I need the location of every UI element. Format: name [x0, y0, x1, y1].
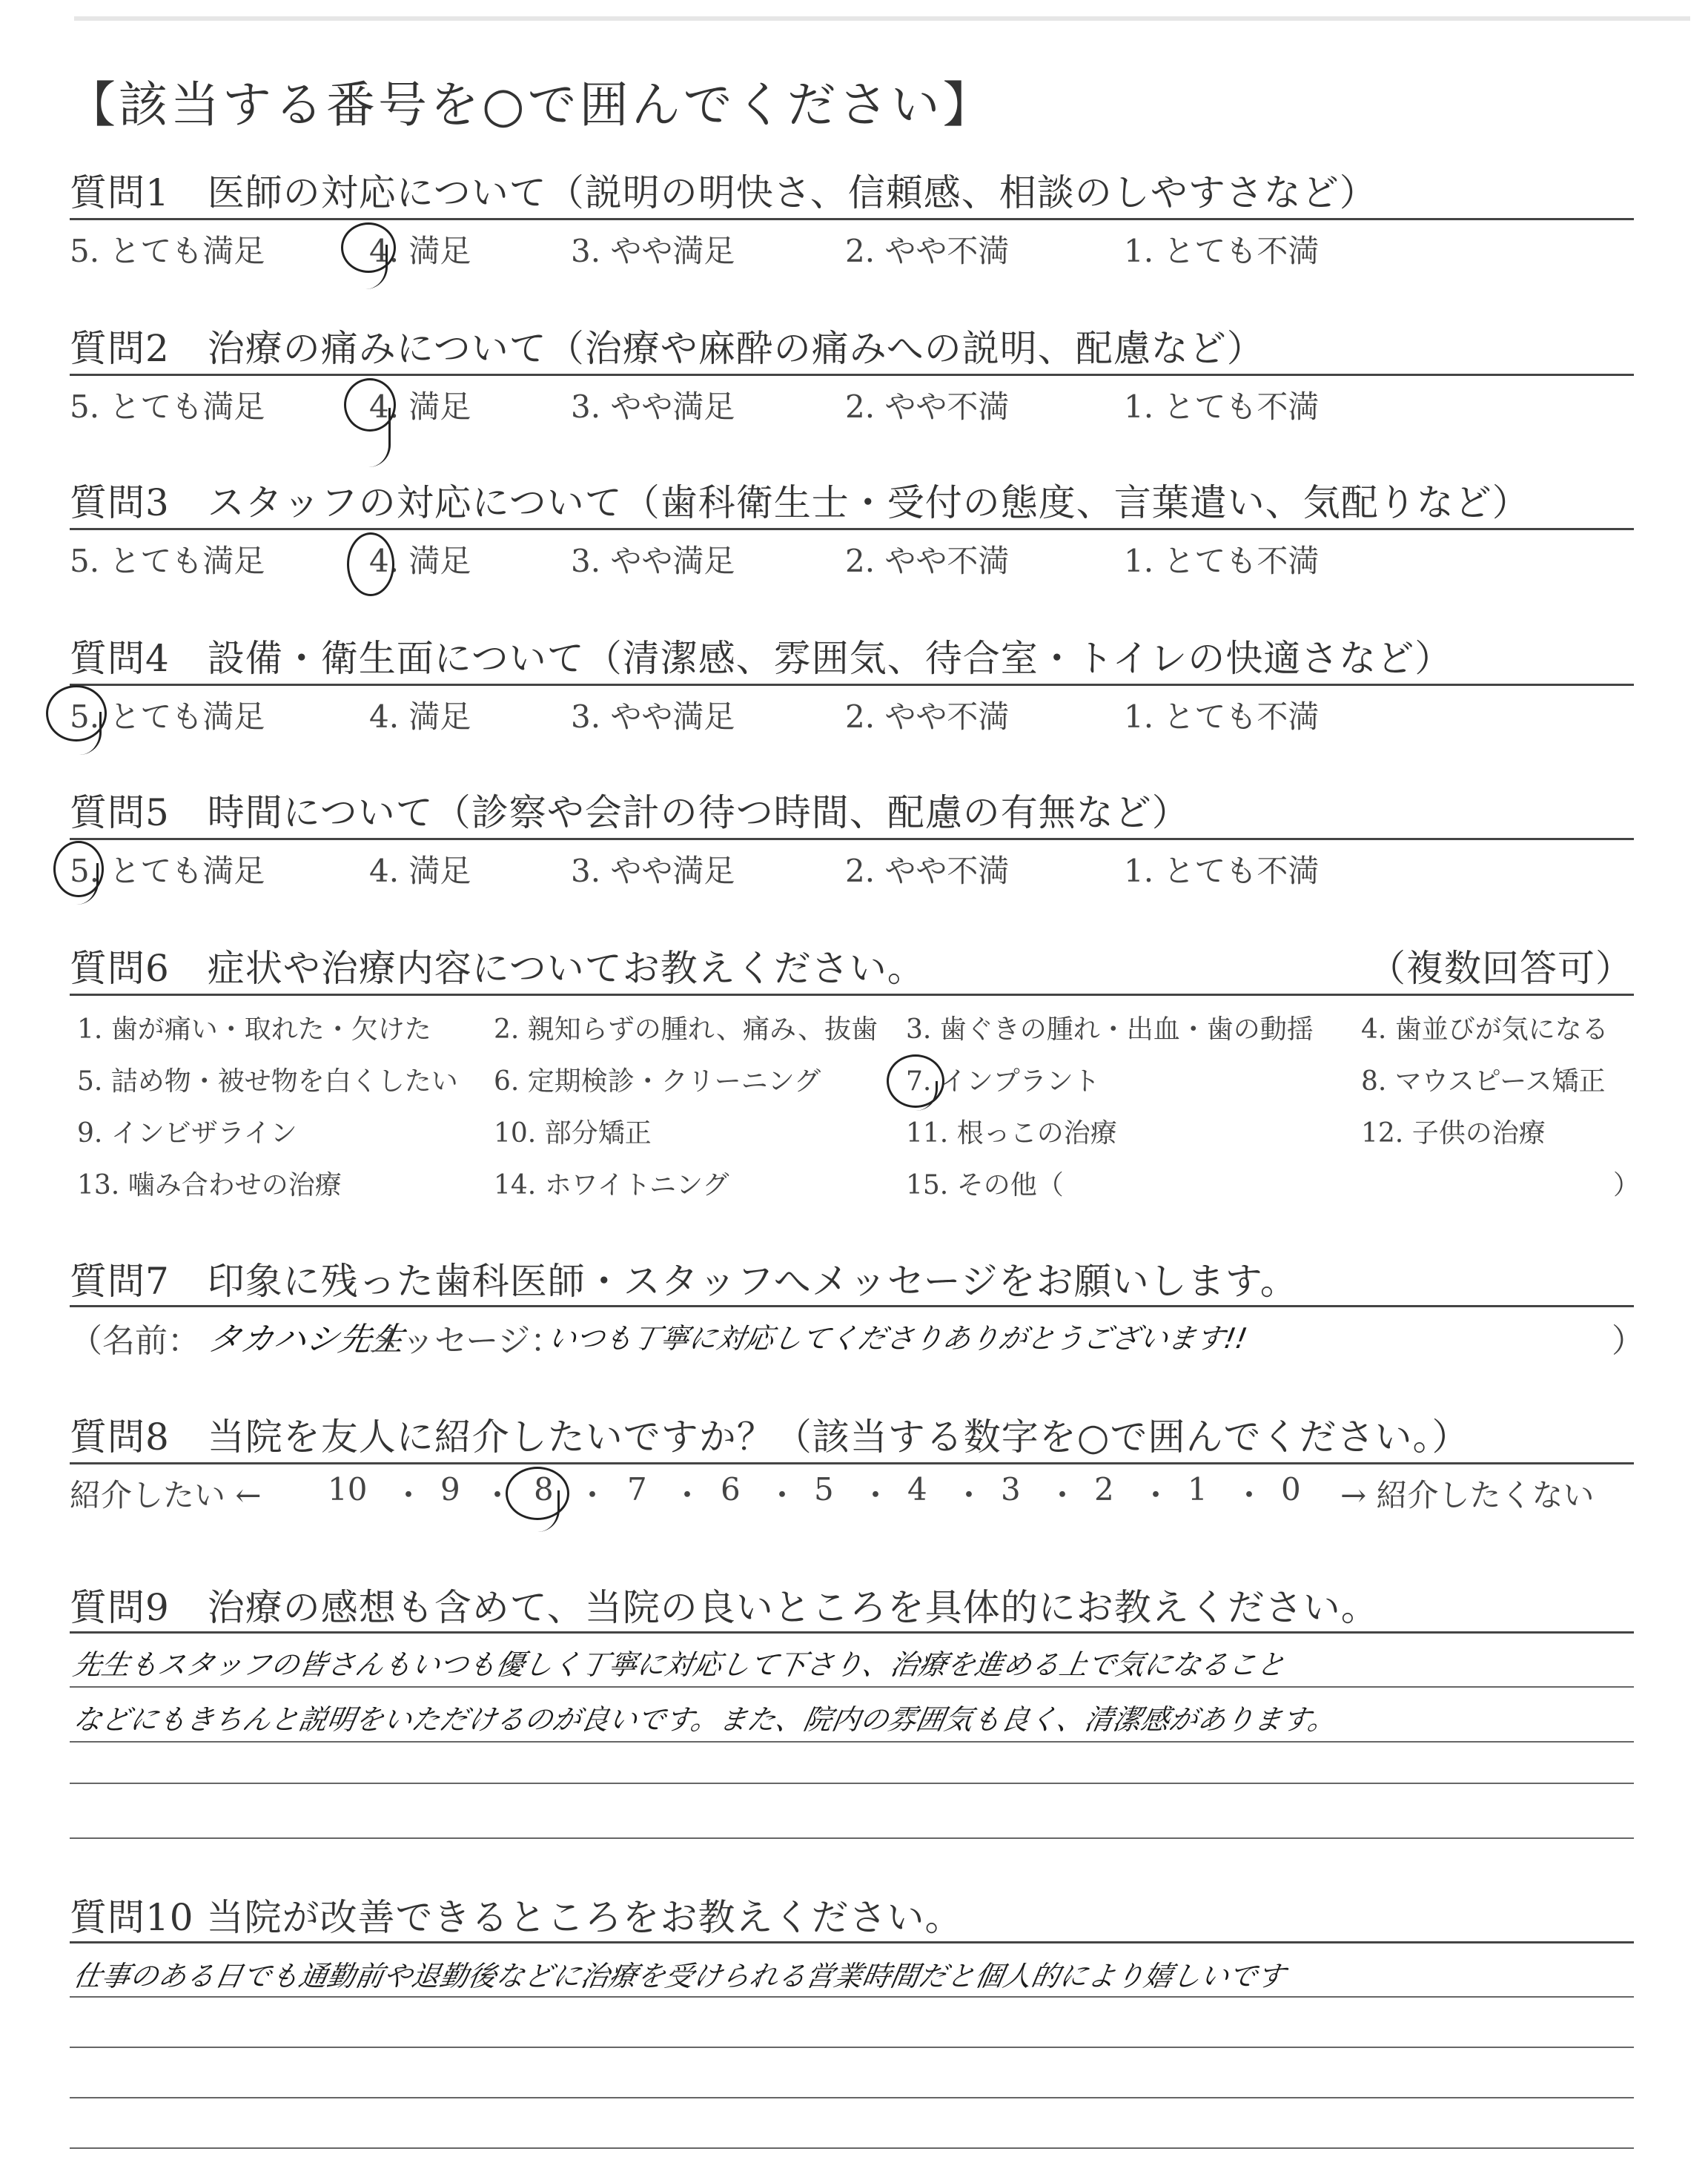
q1-option-5[interactable]: 5. とても満足	[70, 233, 265, 269]
q3-option-4[interactable]: 4. 満足	[369, 543, 471, 579]
q6-option-3[interactable]: 3. 歯ぐきの腫れ・出血・歯の動揺	[906, 1014, 1314, 1045]
q7-message-value[interactable]: いつも丁寧に対応してくださりありがとうございます!!	[545, 1322, 1250, 1355]
q1-option-1[interactable]: 1. とても不満	[1124, 233, 1320, 269]
q8-dot: ・	[393, 1477, 425, 1513]
q8-dot: ・	[672, 1477, 704, 1513]
q1-rule	[70, 218, 1634, 220]
q8-score-4[interactable]: 4	[907, 1471, 927, 1507]
q8-score-6[interactable]: 6	[721, 1471, 741, 1507]
q6-option-5[interactable]: 5. 詰め物・被せ物を白くしたい	[77, 1066, 458, 1097]
q6-rule	[70, 994, 1634, 996]
q5-option-1[interactable]: 1. とても不満	[1124, 853, 1320, 889]
q8-score-0[interactable]: 0	[1281, 1471, 1301, 1507]
q6-option-10[interactable]: 10. 部分矯正	[494, 1118, 652, 1149]
q10-line-3	[70, 2097, 1634, 2098]
q4-option-4[interactable]: 4. 満足	[369, 698, 471, 735]
q8-dot: ・	[482, 1477, 514, 1513]
q2-label: 質問2 治療の痛みについて（治療や麻酔の痛みへの説明、配慮など）	[70, 327, 1265, 370]
q8-score-5[interactable]: 5	[814, 1471, 834, 1507]
q8-dot: ・	[577, 1477, 609, 1513]
q10-line-4	[70, 2147, 1634, 2149]
q9-answer-line-1[interactable]: 先生もスタッフの皆さんもいつも優しく丁寧に対応して下さり、治療を進める上で気になること	[70, 1648, 1288, 1681]
q8-score-3[interactable]: 3	[1001, 1471, 1021, 1507]
q6-selection-tail	[913, 1081, 938, 1111]
q3-option-3[interactable]: 3. やや満足	[571, 543, 735, 579]
q4-option-2[interactable]: 2. やや不満	[845, 698, 1010, 735]
q5-rule	[70, 838, 1634, 840]
q8-right-label: → 紹介したくない	[1340, 1477, 1595, 1513]
q9-line-1	[70, 1686, 1634, 1688]
q6-option-6[interactable]: 6. 定期検診・クリーニング	[494, 1066, 821, 1097]
q4-option-1[interactable]: 1. とても不満	[1124, 698, 1320, 735]
scan-top-edge	[74, 16, 1690, 21]
q4-option-3[interactable]: 3. やや満足	[571, 698, 735, 735]
q3-label: 質問3 スタッフの対応について（歯科衛生士・受付の態度、言葉遣い、気配りなど）	[70, 481, 1530, 524]
q5-option-5[interactable]: 5. とても満足	[70, 853, 265, 889]
q10-label: 質問10 当院が改善できるところをお教えください。	[70, 1896, 963, 1939]
q10-rule	[70, 1941, 1634, 1943]
q3-option-2[interactable]: 2. やや不満	[845, 543, 1010, 579]
q10-line-2	[70, 2047, 1634, 2048]
q9-answer-line-2[interactable]: などにもきちんと説明をいただけるのが良いです。また、院内の雰囲気も良く、清潔感があります。	[70, 1703, 1340, 1736]
q1-option-2[interactable]: 2. やや不満	[845, 233, 1010, 269]
q6-option-11[interactable]: 11. 根っこの治療	[906, 1118, 1117, 1149]
q8-dot: ・	[1140, 1477, 1172, 1513]
q4-selection-tail	[77, 712, 102, 755]
q7-name-prefix: （名前：	[70, 1322, 200, 1360]
q7-rule	[70, 1305, 1634, 1307]
q2-option-3[interactable]: 3. やや満足	[571, 389, 735, 425]
q6-label: 質問6 症状や治療内容についてお教えください。	[70, 947, 925, 990]
q6-multiple-note: （複数回答可）	[1368, 947, 1633, 990]
q8-score-2[interactable]: 2	[1094, 1471, 1114, 1507]
q9-label: 質問9 治療の感想も含めて、当院の良いところを具体的にお教えください。	[70, 1586, 1379, 1629]
q6-option-1[interactable]: 1. 歯が痛い・取れた・欠けた	[77, 1014, 431, 1045]
q3-rule	[70, 528, 1634, 530]
q8-dot: ・	[953, 1477, 985, 1513]
q9-rule	[70, 1631, 1634, 1634]
q3-selection-circle	[347, 532, 394, 596]
q5-option-4[interactable]: 4. 満足	[369, 853, 471, 889]
q9-line-2	[70, 1741, 1634, 1743]
q2-rule	[70, 374, 1634, 376]
q6-option-4[interactable]: 4. 歯並びが気になる	[1361, 1014, 1609, 1045]
q6-option-14[interactable]: 14. ホワイトニング	[494, 1170, 729, 1200]
q1-option-4[interactable]: 4. 満足	[369, 233, 471, 269]
q8-score-7[interactable]: 7	[627, 1471, 647, 1507]
q8-dot: ・	[1234, 1477, 1265, 1513]
q8-selection-tail	[531, 1490, 560, 1532]
q8-score-8[interactable]: 8	[534, 1471, 554, 1507]
q8-score-9[interactable]: 9	[440, 1471, 460, 1507]
q6-option-15[interactable]: 15. その他（	[906, 1170, 1064, 1200]
q2-selection-tail	[366, 408, 391, 467]
q9-line-3	[70, 1783, 1634, 1784]
q6-option-13[interactable]: 13. 噛み合わせの治療	[77, 1170, 342, 1200]
q1-selection-tail	[363, 245, 388, 289]
q5-option-2[interactable]: 2. やや不満	[845, 853, 1010, 889]
q10-line-1	[70, 1996, 1634, 1998]
q8-dot: ・	[767, 1477, 798, 1513]
q5-option-3[interactable]: 3. やや満足	[571, 853, 735, 889]
q8-score-1[interactable]: 1	[1188, 1471, 1208, 1507]
q8-score-10[interactable]: 10	[328, 1471, 368, 1507]
q6-option-12[interactable]: 12. 子供の治療	[1361, 1118, 1546, 1149]
q6-option-7[interactable]: 7. インプラント	[906, 1066, 1100, 1097]
page-title: 【該当する番号を○で囲んでください】	[67, 76, 995, 133]
q10-answer-line-1[interactable]: 仕事のある日でも通勤前や退勤後などに治療を受けられる営業時間だと個人的により嬉しいです	[70, 1960, 1288, 1992]
q2-option-5[interactable]: 5. とても満足	[70, 389, 265, 425]
q6-option-9[interactable]: 9. インビザライン	[77, 1118, 297, 1149]
q2-option-1[interactable]: 1. とても不満	[1124, 389, 1320, 425]
q4-rule	[70, 684, 1634, 686]
q6-option-8[interactable]: 8. マウスピース矯正	[1361, 1066, 1606, 1097]
q4-label: 質問4 設備・衛生面について（清潔感、雰囲気、待合室・トイレの快適さなど）	[70, 637, 1453, 680]
q9-line-4	[70, 1837, 1634, 1839]
q8-label: 質問8 当院を友人に紹介したいですか？（該当する数字を○で囲んでください。）	[70, 1416, 1470, 1459]
q7-name-value[interactable]: タカハシ先生	[205, 1321, 408, 1358]
q7-close-paren: ）	[1612, 1322, 1644, 1360]
q5-selection-tail	[74, 863, 99, 905]
q4-option-5[interactable]: 5. とても満足	[70, 698, 265, 735]
q3-option-1[interactable]: 1. とても不満	[1124, 543, 1320, 579]
q8-dot: ・	[1047, 1477, 1079, 1513]
q1-label: 質問1 医師の対応について（説明の明快さ、信頼感、相談のしやすさなど）	[70, 171, 1377, 214]
q7-message-prefix: メッセージ：	[369, 1322, 563, 1360]
q8-rule	[70, 1462, 1634, 1464]
q8-left-label: 紹介したい ←	[70, 1477, 262, 1513]
q6-other-close-paren: ）	[1613, 1170, 1641, 1200]
q7-label: 質問7 印象に残った歯科医師・スタッフへメッセージをお願いします。	[70, 1260, 1298, 1303]
q1-option-3[interactable]: 3. やや満足	[571, 233, 735, 269]
q2-option-4[interactable]: 4. 満足	[369, 389, 471, 425]
q3-option-5[interactable]: 5. とても満足	[70, 543, 265, 579]
q2-option-2[interactable]: 2. やや不満	[845, 389, 1010, 425]
q5-label: 質問5 時間について（診察や会計の待つ時間、配慮の有無など）	[70, 791, 1190, 834]
q8-dot: ・	[860, 1477, 892, 1513]
q6-option-2[interactable]: 2. 親知らずの腫れ、痛み、抜歯	[494, 1014, 878, 1045]
